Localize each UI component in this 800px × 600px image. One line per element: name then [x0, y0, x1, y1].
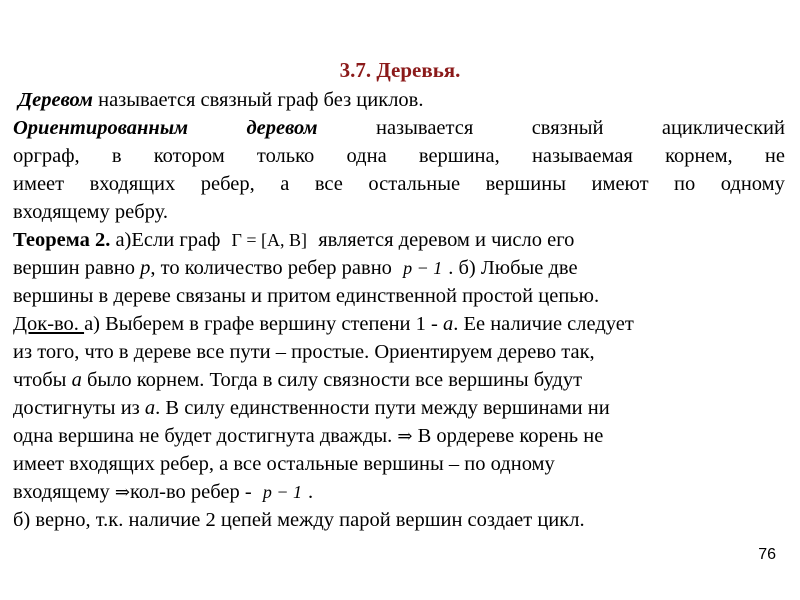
theorem-line-2	[13, 254, 785, 282]
proof-line-7	[13, 478, 785, 506]
slide-title: 3.7. Деревья.	[339, 58, 461, 82]
theorem-line-1	[13, 226, 785, 254]
term-oriented: Ориентированным	[13, 117, 189, 139]
variable-a: a	[71, 369, 82, 391]
proof-text: кол-во ребер -	[130, 481, 257, 503]
theorem-text: является деревом и число его	[313, 229, 575, 251]
word: называется	[375, 117, 474, 139]
proof-text: входящему	[13, 481, 115, 503]
definition-oriented-line-3	[13, 170, 785, 198]
implies-icon: ⇒	[397, 426, 413, 447]
word: а	[280, 173, 290, 195]
word: вершины	[485, 173, 567, 195]
proof-text: было корнем. Тогда в силу связности все вершины будут	[81, 369, 583, 391]
theorem-line-3: вершины в дереве связаны и притом единственной простой цепью.	[13, 285, 600, 307]
term-tree-word: деревом	[246, 117, 318, 139]
theorem-text: а)Если граф	[110, 229, 226, 251]
proof-text: одна вершина не будет достигнута дважды.	[13, 425, 398, 447]
theorem-label: Теорема 2.	[13, 229, 111, 251]
definition-oriented-line-2	[13, 142, 785, 170]
proof-line-8: б) верно, т.к. наличие 2 цепей между парой вершин создает цикл.	[13, 509, 585, 531]
word: в	[111, 145, 122, 167]
implies-icon: ⇒	[114, 482, 130, 503]
theorem-text: . б) Любые две	[448, 257, 578, 279]
word: корнем,	[665, 145, 733, 167]
variable-a: a	[144, 397, 156, 419]
word: имеют	[591, 173, 649, 195]
term-tree: Деревом	[18, 89, 93, 111]
word: по	[674, 173, 696, 195]
proof-text: достигнуты из	[13, 397, 145, 419]
proof-text: чтобы	[13, 369, 72, 391]
variable-a: a	[442, 313, 454, 335]
word: ребер,	[200, 173, 255, 195]
proof-line-4	[13, 394, 785, 422]
word: одна	[346, 145, 387, 167]
edges-formula: p − 1	[262, 482, 302, 502]
proof-line-3	[13, 366, 785, 394]
graph-formula: Γ = [A, B]	[231, 230, 308, 250]
proof-label: Док-во.	[13, 313, 85, 335]
proof-text: а) Выберем в графе вершину степени 1 -	[84, 313, 443, 335]
proof-line-2: из того, что в дереве все пути – простые. Ориентируем дерево так,	[13, 341, 595, 363]
word: связный	[531, 117, 604, 139]
proof-line-5	[13, 422, 785, 450]
slide-body	[13, 86, 785, 534]
word: ациклический	[661, 117, 785, 139]
theorem-text: , то количество ребер равно	[150, 257, 398, 279]
proof-text: . Ее наличие следует	[453, 313, 634, 335]
word: остальные	[368, 173, 461, 195]
edges-formula: p − 1	[403, 258, 443, 278]
variable-p: p	[140, 257, 151, 279]
definition-tree-text: называется связный граф без циклов.	[92, 89, 424, 111]
definition-tree	[13, 86, 785, 114]
word: входящих	[89, 173, 176, 195]
page-number: 76	[758, 546, 776, 563]
proof-line-1	[13, 310, 785, 338]
word: не	[764, 145, 785, 167]
theorem-text: вершин равно	[13, 257, 141, 279]
word: котором	[153, 145, 225, 167]
word: все	[314, 173, 343, 195]
word: называемая	[531, 145, 633, 167]
definition-oriented-line-1	[13, 114, 785, 142]
word: орграф,	[13, 145, 80, 167]
word: только	[256, 145, 315, 167]
proof-text: В ордереве корень не	[412, 425, 604, 447]
word: имеет	[13, 173, 65, 195]
definition-oriented-line-4: входящему ребру.	[13, 201, 168, 223]
word: одному	[720, 173, 785, 195]
proof-text: .	[307, 481, 314, 503]
proof-text: . В силу единственности пути между вершинами ни	[155, 397, 610, 419]
proof-line-6: имеет входящих ребер, а все остальные вершины – по одному	[13, 453, 555, 475]
word: вершина,	[418, 145, 500, 167]
